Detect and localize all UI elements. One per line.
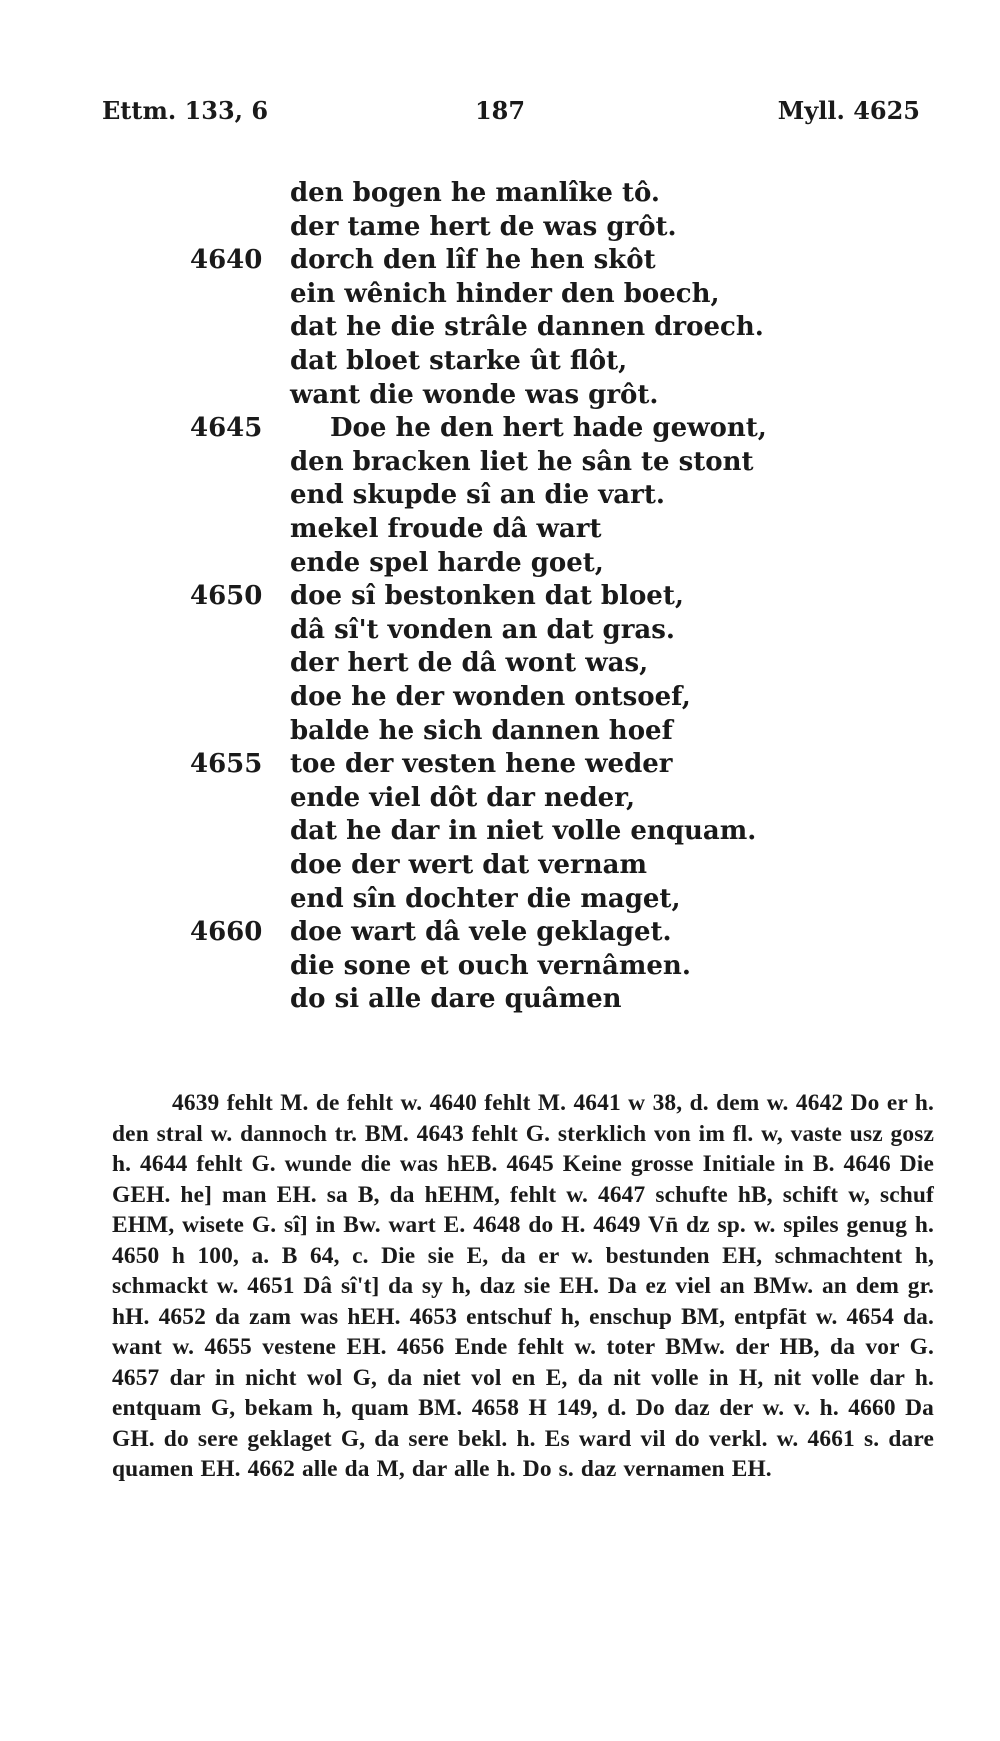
verse-line <box>0 949 1000 983</box>
running-head-left: Ettm. 133, 6 <box>102 96 269 125</box>
verse-text-line: doe sî bestonken dat bloet, <box>290 581 684 612</box>
verse-line <box>0 512 1000 546</box>
running-head-right: Myll. 4625 <box>777 96 920 125</box>
verse-text-line: ein wênich hinder den boech, <box>290 278 720 309</box>
verse-text-line: der hert de dâ wont was, <box>290 648 649 679</box>
page-number: 187 <box>474 96 526 125</box>
verse-text-line: ende spel harde goet, <box>290 547 604 578</box>
verse-text-line: doe der wert dat vernam <box>290 850 647 880</box>
critical-apparatus: 4639 fehlt M. de fehlt w. 4640 fehlt M. 4641 w 38, d. dem w. 4642 Do er h. den stral w. dannoch tr. BM. 4643 fehlt G. sterklich von im fl. w, vaste usz gosz h. 4644 fehlt G. wunde die was hEB. 4645 Keine grosse Initiale in B. 4646 Die GEH. he] man EH. sa B, da hEHM, fehlt w. 4647 schufte hB, schift w, schuf EHM, wisete G. sî] in Bw. wart E. 4648 do H. 4649 Vn̄ dz sp. w. spiles genug h. 4650 h 100, a. B 64, c. Die sie E, da er w. bestunden EH, schmachtent h, schmackt w. 4651 Dâ sî't] da sy h, daz sie EH. Da ez viel an BMw. an dem gr. hH. 4652 da zam was hEH. 4653 entschuf h, enschup BM, entpfāt w. 4654 da. want w. 4655 vestene EH. 4656 Ende fehlt w. toter BMw. der HB, da vor G. 4657 dar in nicht wol G, da niet vol en E, da nit volle in H, nit volle dar h. entquam G, bekam h, quam BM. 4658 H 149, d. Do daz der w. v. h. 4660 Da GH. do sere geklaget G, da sere bekl. h. Es ward vil do verkl. w. 4661 s. dare quamen EH. 4662 alle da M, dar alle h. Do s. daz vernamen EH. <box>112 1090 934 1482</box>
verse-line <box>0 613 1000 647</box>
verse-line <box>0 310 1000 344</box>
line-number: 4655 <box>190 749 263 780</box>
verse-line <box>0 982 1000 1016</box>
verse-line <box>0 848 1000 882</box>
verse-text-line: Doe he den hert hade gewont, <box>330 413 767 444</box>
verse-line <box>0 915 1000 949</box>
verse-line <box>0 747 1000 781</box>
verse-line <box>0 882 1000 916</box>
verse-line <box>0 210 1000 244</box>
verse-text-line: die sone et ouch vernâmen. <box>290 950 691 981</box>
verse-text-line: den bogen he manlîke tô. <box>290 178 660 208</box>
verse-line <box>0 344 1000 378</box>
verse-line <box>0 546 1000 580</box>
verse-line <box>0 411 1000 445</box>
line-number: 4650 <box>190 581 263 612</box>
verse-line <box>0 378 1000 412</box>
verse-text-line: den bracken liet he sân te stont <box>290 446 754 477</box>
verse-text-line: ende viel dôt dar neder, <box>290 782 636 813</box>
verse-text-line: want die wonde was grôt. <box>290 379 659 410</box>
verse-text-line: dat he dar in niet volle enquam. <box>290 816 757 847</box>
verse-text-line: end sîn dochter die maget, <box>290 883 681 914</box>
verse-line <box>0 781 1000 815</box>
verse-text-line: do si alle dare quâmen <box>290 984 622 1015</box>
verse-text-line: dâ sî't vonden an dat gras. <box>290 614 675 645</box>
verse-text-line: mekel froude dâ wart <box>290 514 602 544</box>
verse-line <box>0 445 1000 479</box>
verse-text-line: end skupde sî an die vart. <box>290 480 665 511</box>
verse-text-line: der tame hert de was grôt. <box>290 211 677 242</box>
line-number: 4645 <box>190 413 263 444</box>
verse-line <box>0 814 1000 848</box>
verse-text-line: dat bloet starke ût flôt, <box>290 346 628 376</box>
verse-text-line: doe wart dâ vele geklaget. <box>290 917 672 948</box>
verse-text-line: dat he die strâle dannen droech. <box>290 312 764 343</box>
verse-text-line: balde he sich dannen hoef <box>290 715 673 746</box>
verse-line <box>0 176 1000 210</box>
verse-line <box>0 243 1000 277</box>
verse-text-line: doe he der wonden ontsoef, <box>290 682 691 712</box>
verse-line <box>0 579 1000 613</box>
verse-text-line: toe der vesten hene weder <box>290 749 673 780</box>
verse-line <box>0 714 1000 748</box>
line-number: 4660 <box>190 917 263 948</box>
line-number: 4640 <box>190 245 263 276</box>
verse-line <box>0 680 1000 714</box>
verse-text-line: dorch den lîf he hen skôt <box>290 245 656 276</box>
verse-line <box>0 646 1000 680</box>
verse-line <box>0 478 1000 512</box>
verse-line <box>0 277 1000 311</box>
